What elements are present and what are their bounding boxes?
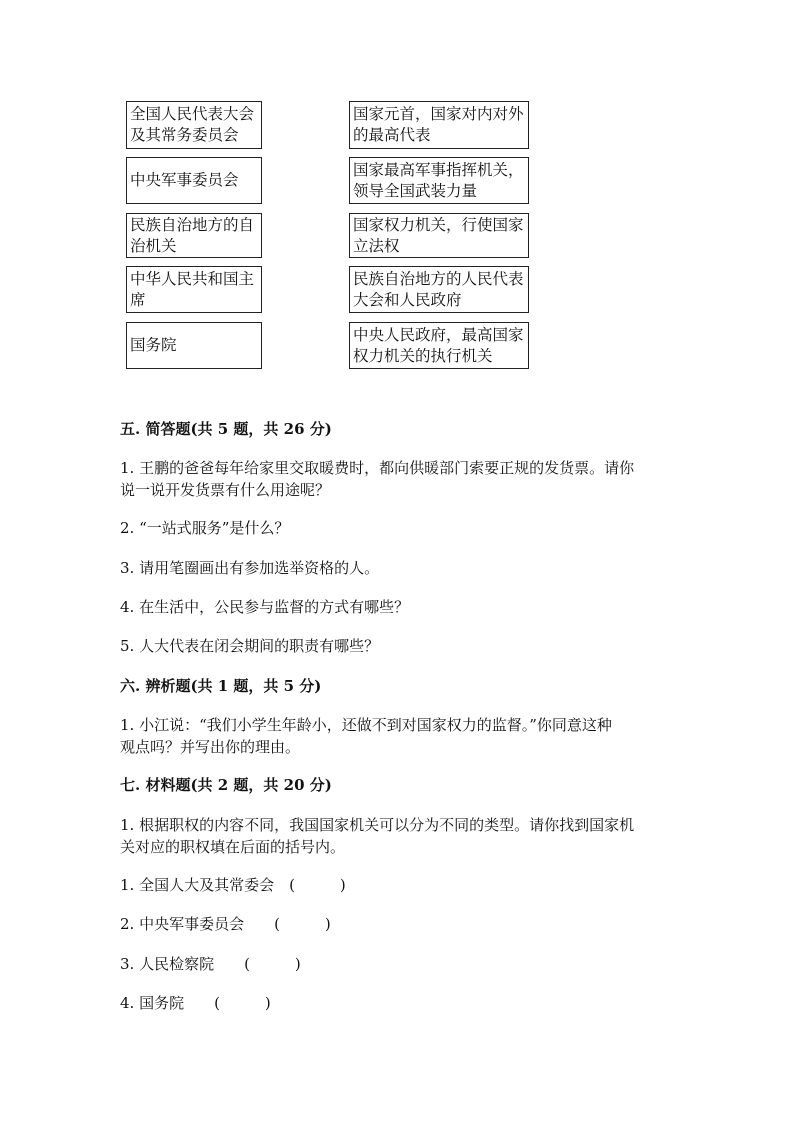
fill-in-item: 4. 国务院 ( ) [120, 994, 271, 1012]
fill-in-item: 2. 中央军事委员会 ( ) [120, 915, 331, 933]
right-box-head-of-state [349, 101, 529, 149]
question-text: 1. 小江说：“我们小学生年龄小，还做不到对国家权力的监督。”你同意这种 [120, 716, 612, 734]
left-box-label: 中华人民共和国主席 [130, 269, 255, 309]
fill-in-item: 3. 人民检察院 ( ) [120, 955, 301, 973]
question-text: 说一说开发货票有什么用途呢？ [120, 481, 331, 499]
section-heading-short-answer: 五. 简答题(共 5 题，共 26 分) [120, 420, 332, 438]
question-text: 4. 在生活中，公民参与监督的方式有哪些？ [120, 598, 410, 616]
section-heading-analysis: 六. 辨析题(共 1 题，共 5 分) [120, 677, 322, 695]
question-text: 2. “一站式服务”是什么？ [120, 519, 290, 537]
left-box-president [126, 266, 262, 313]
left-box-state-council [126, 322, 262, 369]
left-box-cmc [126, 157, 262, 204]
right-box-military-command [349, 157, 529, 204]
right-box-label: 中央人民政府，最高国家权力机关的执行机关 [353, 325, 524, 365]
left-box-label: 民族自治地方的自治机关 [130, 215, 255, 255]
left-box-label: 国务院 [130, 336, 177, 354]
right-box-legislative-power [349, 213, 529, 258]
right-box-autonomous-congress [349, 266, 529, 313]
left-box-npc [126, 101, 262, 149]
right-box-label: 民族自治地方的人民代表大会和人民政府 [353, 269, 524, 309]
section-heading-material: 七. 材料题(共 2 题，共 20 分) [120, 776, 332, 794]
question-text: 5. 人大代表在闭会期间的职责有哪些？ [120, 637, 380, 655]
question-text: 1. 王鹏的爸爸每年给家里交取暖费时，都向供暖部门索要正规的发货票。请你 [120, 459, 635, 477]
question-text: 关对应的职权填在后面的括号内。 [120, 838, 346, 856]
right-box-label: 国家最高军事指挥机关，领导全国武装力量 [353, 160, 524, 200]
right-box-label: 国家元首，国家对内对外的最高代表 [353, 105, 524, 144]
question-text: 观点吗？并写出你的理由。 [120, 738, 301, 756]
left-box-autonomous-organs [126, 213, 262, 258]
left-box-label: 全国人民代表大会及其常务委员会 [130, 105, 255, 144]
left-box-label: 中央军事委员会 [130, 171, 239, 189]
right-box-central-government [349, 322, 529, 369]
right-box-label: 国家权力机关，行使国家立法权 [353, 215, 524, 255]
question-text: 1. 根据职权的内容不同，我国国家机关可以分为不同的类型。请你找到国家机 [120, 816, 635, 834]
question-text: 3. 请用笔圈画出有参加选举资格的人。 [120, 559, 380, 577]
fill-in-item: 1. 全国人大及其常委会 ( ) [120, 876, 346, 894]
